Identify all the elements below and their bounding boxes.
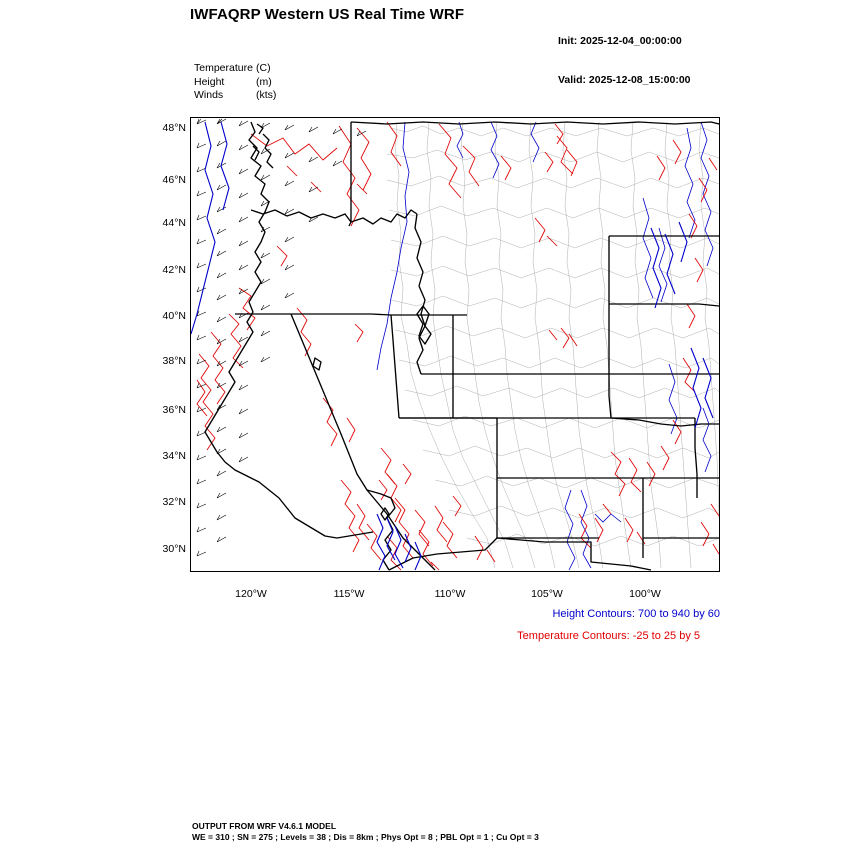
units-value-temperature: (C) <box>256 62 271 74</box>
ytick-48N: 48°N <box>162 122 186 134</box>
xtick-105W: 105°W <box>531 588 563 600</box>
units-legend <box>194 62 276 103</box>
ytick-30N: 30°N <box>162 543 186 555</box>
page-title: IWFAQRP Western US Real Time WRF <box>190 6 465 23</box>
ytick-36N: 36°N <box>162 404 186 416</box>
ytick-40N: 40°N <box>162 310 186 322</box>
units-row-temperature <box>194 62 276 76</box>
ytick-44N: 44°N <box>162 217 186 229</box>
model-output-footer <box>192 821 539 843</box>
ytick-34N: 34°N <box>162 450 186 462</box>
units-label-temperature: Temperature <box>194 62 253 74</box>
init-time-label: Init: 2025-12-04_00:00:00 <box>558 35 682 47</box>
footer-line-model: OUTPUT FROM WRF V4.6.1 MODEL <box>192 821 337 831</box>
xtick-115W: 115°W <box>333 588 365 600</box>
units-value-winds: (kts) <box>256 89 277 101</box>
map-canvas <box>191 118 720 572</box>
units-label-winds: Winds <box>194 89 224 101</box>
state-boundaries-layer <box>205 122 719 570</box>
xtick-120W: 120°W <box>235 588 267 600</box>
ytick-42N: 42°N <box>162 264 186 276</box>
ytick-46N: 46°N <box>162 174 186 186</box>
xtick-110W: 110°W <box>434 588 466 600</box>
xtick-100W: 100°W <box>629 588 661 600</box>
map-plot-area <box>190 117 720 572</box>
valid-time-label: Valid: 2025-12-08_15:00:00 <box>558 74 691 86</box>
county-boundaries-layer <box>387 122 719 568</box>
units-value-height: (m) <box>256 75 272 88</box>
wind-barbs-layer <box>197 119 366 556</box>
model-run-info <box>558 9 691 113</box>
height-contours-legend: Height Contours: 700 to 940 by 60 <box>552 608 720 620</box>
temperature-contours-legend: Temperature Contours: -25 to 25 by 5 <box>517 630 700 642</box>
units-row-height <box>194 76 276 90</box>
height-contours-layer <box>191 122 713 570</box>
ytick-32N: 32°N <box>162 496 186 508</box>
ytick-38N: 38°N <box>162 355 186 367</box>
temperature-contours-layer <box>197 122 719 570</box>
units-label-height: Height <box>194 75 225 88</box>
units-row-winds <box>194 89 276 103</box>
footer-line-config: WE = 310 ; SN = 275 ; Levels = 38 ; Dis = 8km ; Phys Opt = 8 ; PBL Opt = 1 ; Cu Opt = 3 <box>192 832 539 842</box>
